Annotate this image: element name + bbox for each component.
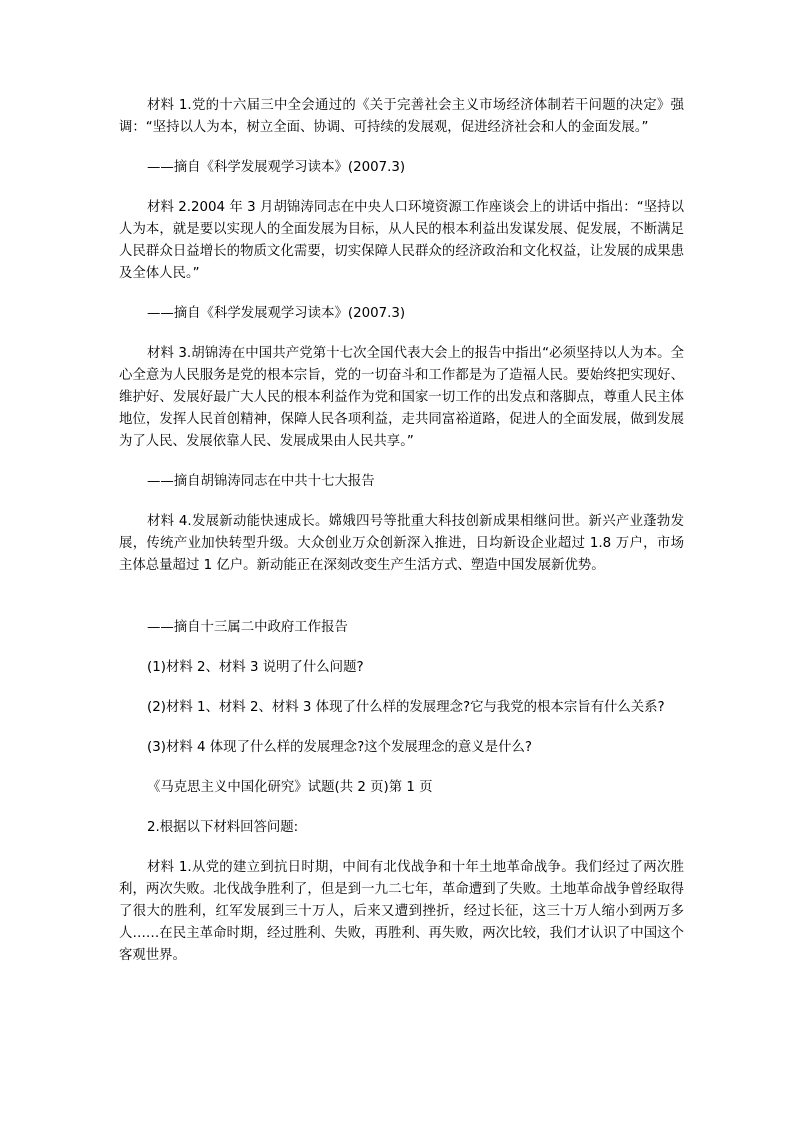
question-1: (1)材料 2、材料 3 说明了什么问题?: [147, 660, 364, 675]
page-footer: 《马克思主义中国化研究》试题(共 2 页)第 1 页: [147, 780, 433, 795]
material-4-text: 材料 4.发展新动能快速成长。嫦娥四号等批重大科技创新成果相继问世。新兴产业蓬勃发展，传统产业加快转型升级。大众创业万众创新深入推进，日均新设企业超过 1.8 万户，市场主体总量超过 1 亿户。新动能正在深刻改变生产生活方式、塑造中国发展新优势。: [119, 514, 684, 573]
material-2-source: ——摘自《科学发展观学习读本》(2007.3): [147, 306, 406, 321]
question-2: (2)材料 1、材料 2、材料 3 体现了什么样的发展理念?它与我党的根本宗旨有什么关系?: [147, 700, 665, 715]
material-2-text: 材料 2.2004 年 3 月胡锦涛同志在中央人口环境资源工作座谈会上的讲话中指出：“坚持以人为本，就是要以实现人的全面发展为目标，从人民的根本利益出发谋发展、促发展，不断满足人民群众日益增长的物质文化需要，切实保障人民群众的经济政治和文化权益，让发展的成果患及全体人民。”: [119, 200, 684, 281]
set2-material-1-text: 材料 1.从党的建立到抗日时期，中间有北伐战争和十年土地革命战争。我们经过了两次胜利，两次失败。北伐战争胜利了，但是到一九二七年，革命遭到了失败。土地革命战争曾经取得了很大的胜利，红军发展到三十万人，后来又遭到挫折，经过长征，这三十万人缩小到两万多人……在民主革命时期，经过胜利、失败，再胜利、再失败，两次比较，我们才认识了中国这个客观世界。: [119, 860, 684, 963]
material-1-text: 材料 1.党的十六届三中全会通过的《关于完善社会主义市场经济体制若干问题的决定》强调：“坚持以人为本，树立全面、协调、可持续的发展观，促进经济社会和人的金面发展。”: [119, 98, 684, 135]
material-3-text: 材料 3.胡锦涛在中国共产党第十七次全国代表大会上的报告中指出“必须坚持以人为本。全心全意为人民服务是党的根本宗旨，党的一切奋斗和工作都是为了造福人民。要始终把实现好、维护好、发展好最广大人民的根本利益作为党和国家一切工作的出发点和落脚点，尊重人民主体地位，发挥人民首创精神，保障人民各项利益，走共同富裕道路，促进人的全面发展，做到发展为了人民、发展依靠人民、发展成果由人民共享。”: [119, 346, 684, 449]
material-3-source: ——摘自胡锦涛同志在中共十七大报告: [147, 474, 375, 489]
document-page: [119, 95, 684, 967]
question-2-heading: 2.根据以下材料回答问题:: [147, 820, 299, 835]
material-4-source: ——摘自十三属二中政府工作报告: [147, 620, 348, 635]
question-3: (3)材料 4 体现了什么样的发展理念?这个发展理念的意义是什么?: [147, 740, 532, 755]
material-1-source: ——摘自《科学发展观学习读本》(2007.3): [147, 160, 406, 175]
